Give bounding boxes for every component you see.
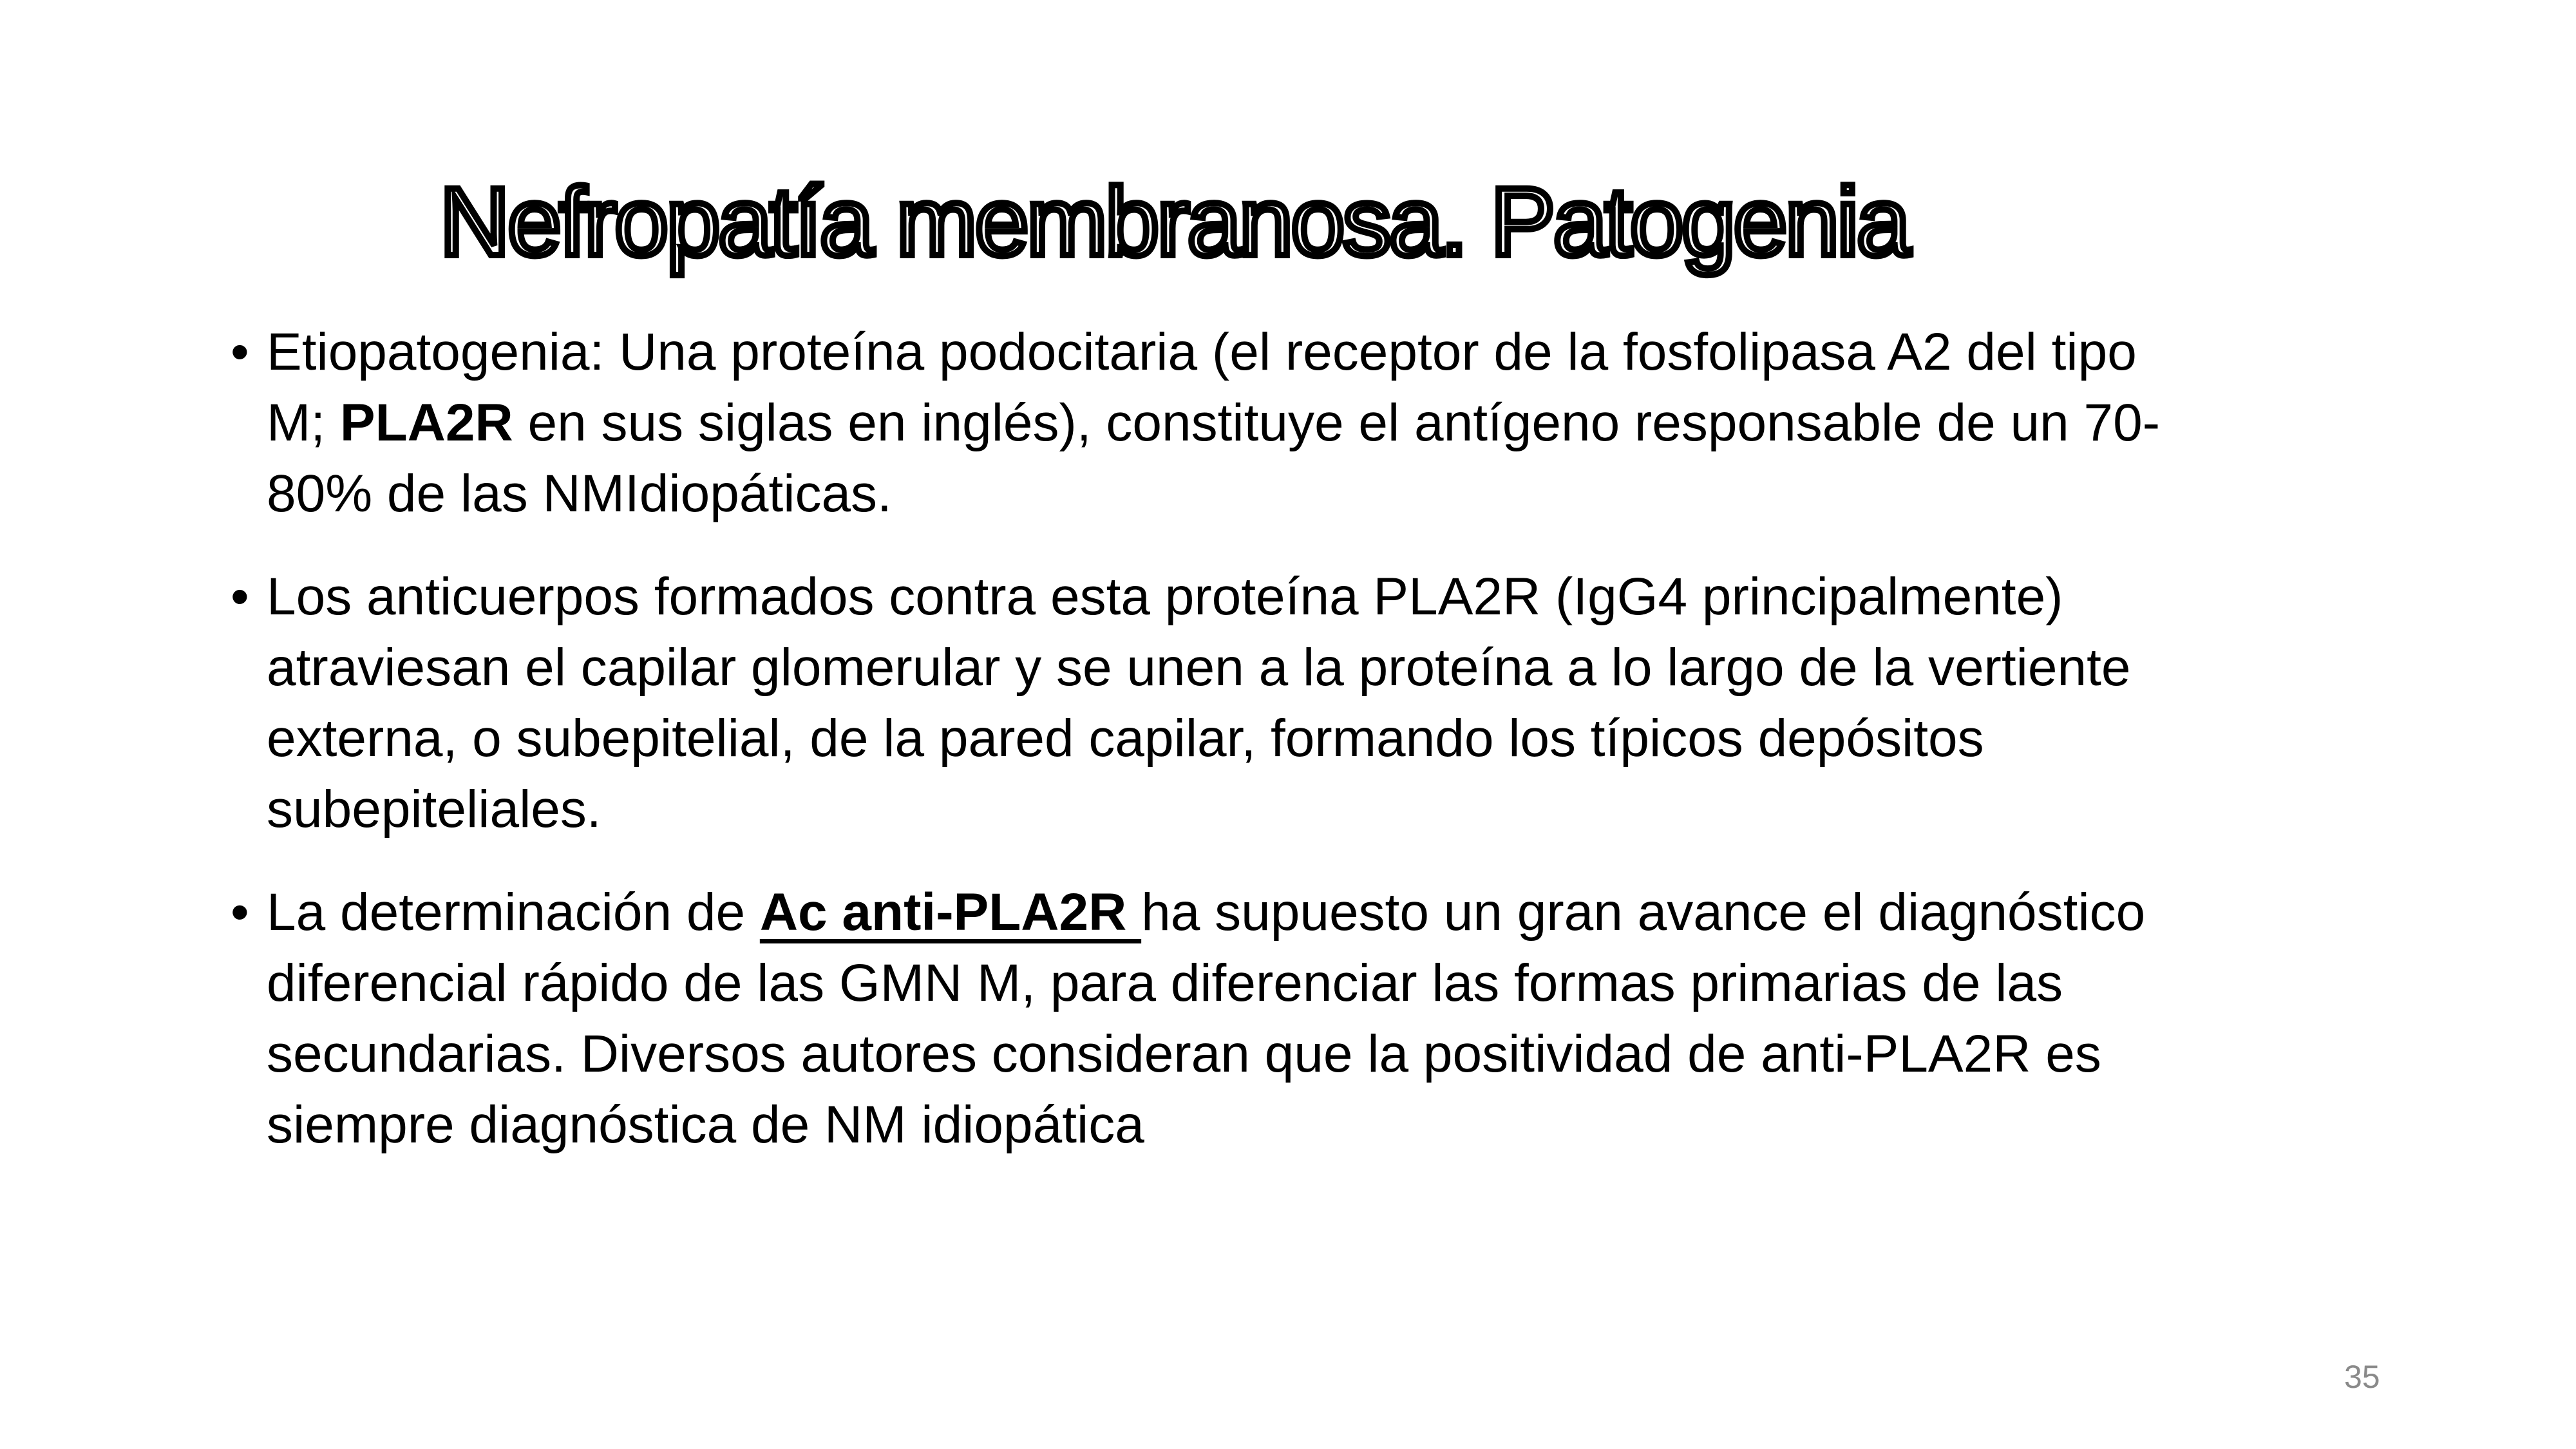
bullet-line xyxy=(267,1019,2485,1090)
text-segment: Etiopatogenia: Una proteína podocitaria (el receptor de la fosfolipasa A2 del tipo xyxy=(267,323,2137,381)
bullet-line xyxy=(267,948,2485,1019)
bullet-marker: • xyxy=(231,883,249,942)
text-segment: M; xyxy=(267,393,340,452)
page-number: 35 xyxy=(2344,1359,2380,1395)
text-segment: La determinación de xyxy=(267,883,760,942)
text-segment: diferencial rápido de las GMN M, para diferenciar las formas primarias de las xyxy=(267,954,2063,1012)
bullet-line xyxy=(267,459,2485,529)
text-segment: secundarias. Diversos autores consideran que la positividad de anti-PLA2R es xyxy=(267,1025,2101,1083)
bullet-item xyxy=(231,317,2485,529)
text-segment: PLA2R xyxy=(339,393,513,452)
slide-title: Nefropatía membranosa. Patogenia xyxy=(440,167,1909,276)
slide-body xyxy=(231,317,2485,1193)
text-segment: en sus siglas en inglés), constituye el antígeno responsable de un 70- xyxy=(513,393,2160,452)
bullet-line xyxy=(267,388,2485,459)
text-segment: subepiteliales. xyxy=(267,780,601,838)
text-segment: ha supuesto un gran avance el diagnóstico xyxy=(1141,883,2146,942)
bullet-line xyxy=(267,317,2485,388)
bullet-marker: • xyxy=(231,323,249,381)
bullet-line xyxy=(267,632,2485,703)
bullet-item xyxy=(231,877,2485,1160)
bullet-list xyxy=(231,317,2485,1160)
text-segment: atraviesan el capilar glomerular y se unen a la proteína a lo largo de la vertiente xyxy=(267,638,2131,697)
text-segment: Ac anti-PLA2R xyxy=(759,883,1142,942)
text-segment: 80% de las NMIdiopáticas. xyxy=(267,464,892,523)
bullet-line xyxy=(267,562,2485,632)
text-segment: Los anticuerpos formados contra esta proteína PLA2R (IgG4 principalmente) xyxy=(267,567,2063,626)
bullet-line xyxy=(267,774,2485,845)
text-segment: siempre diagnóstica de NM idiopática xyxy=(267,1095,1144,1154)
bullet-line xyxy=(267,877,2485,948)
bullet-line xyxy=(267,1090,2485,1160)
bullet-line xyxy=(267,703,2485,774)
bullet-marker: • xyxy=(231,567,249,626)
bullet-item xyxy=(231,562,2485,845)
text-segment: externa, o subepitelial, de la pared capilar, formando los típicos depósitos xyxy=(267,709,1984,768)
